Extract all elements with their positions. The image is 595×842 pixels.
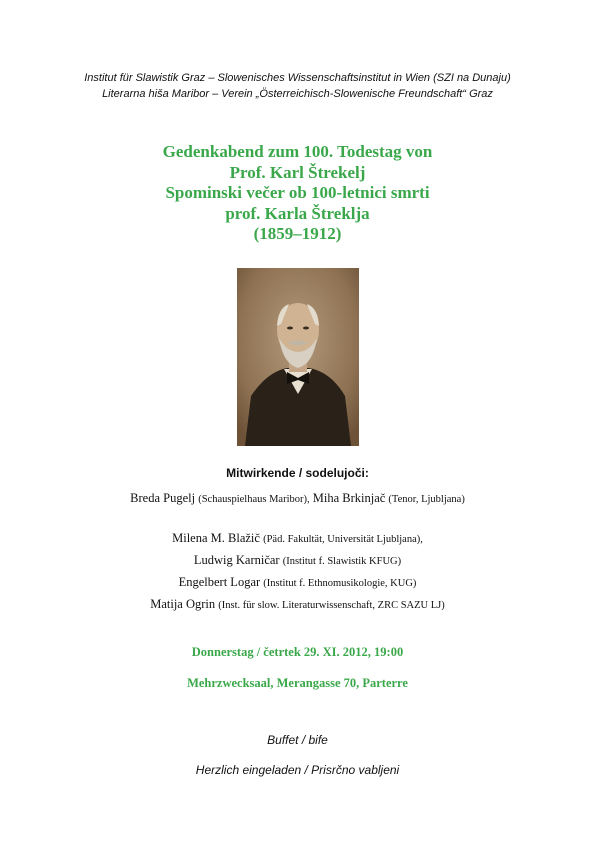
speaker-name: Engelbert Logar bbox=[178, 575, 261, 589]
speakers-list bbox=[0, 528, 595, 616]
performer-name: Miha Brkinjač bbox=[312, 491, 386, 505]
performers-line bbox=[0, 491, 595, 506]
buffet-note: Buffet / bife bbox=[267, 733, 328, 747]
speaker-name: Milena M. Blažič bbox=[172, 531, 260, 545]
organizers-line-2: Literarna hiša Maribor – Verein „Österreichisch-Slowenische Freundschaft“ Graz bbox=[102, 88, 493, 100]
event-venue: Mehrzwecksaal, Merangasse 70, Parterre bbox=[187, 676, 408, 690]
speaker-affiliation: (Institut f. Slawistik KFUG) bbox=[282, 556, 402, 567]
speaker-line bbox=[0, 572, 595, 594]
speaker-line bbox=[0, 594, 595, 616]
event-date: Donnerstag / četrtek 29. XI. 2012, 19:00 bbox=[191, 645, 404, 659]
speaker-name: Ludwig Karničar bbox=[193, 553, 280, 567]
performer-name: Breda Pugelj bbox=[130, 491, 196, 505]
event-title bbox=[0, 142, 595, 245]
speaker-name: Matija Ogrin bbox=[150, 597, 216, 611]
performer-affiliation: (Tenor, Ljubljana) bbox=[388, 494, 465, 505]
participants-heading: Mitwirkende / sodelujoči: bbox=[226, 466, 369, 480]
portrait-image bbox=[237, 268, 359, 446]
speaker-line bbox=[0, 528, 595, 550]
organizers-header bbox=[0, 70, 595, 102]
speaker-line bbox=[0, 550, 595, 572]
invitation-note: Herzlich eingeladen / Prisrčno vabljeni bbox=[195, 763, 400, 777]
title-line-5: (1859–1912) bbox=[253, 224, 342, 243]
speaker-affiliation: (Päd. Fakultät, Universität Ljubljana), bbox=[263, 534, 423, 545]
portrait-photo bbox=[237, 268, 359, 446]
performer-affiliation: (Schauspielhaus Maribor), bbox=[198, 494, 310, 505]
title-line-2: Prof. Karl Štrekelj bbox=[229, 162, 366, 182]
title-line-3: Spominski večer ob 100-letnici smrti bbox=[165, 183, 430, 202]
organizers-line-1: Institut für Slawistik Graz – Slowenisches Wissenschaftsinstitut in Wien (SZI na Dunaju) bbox=[84, 72, 511, 84]
title-line-4: prof. Karla Štreklja bbox=[225, 203, 370, 223]
speaker-affiliation: (Inst. für slow. Literaturwissenschaft, ZRC SAZU LJ) bbox=[218, 600, 445, 611]
speaker-affiliation: (Institut f. Ethnomusikologie, KUG) bbox=[263, 578, 417, 589]
title-line-1: Gedenkabend zum 100. Todestag von bbox=[162, 142, 433, 161]
